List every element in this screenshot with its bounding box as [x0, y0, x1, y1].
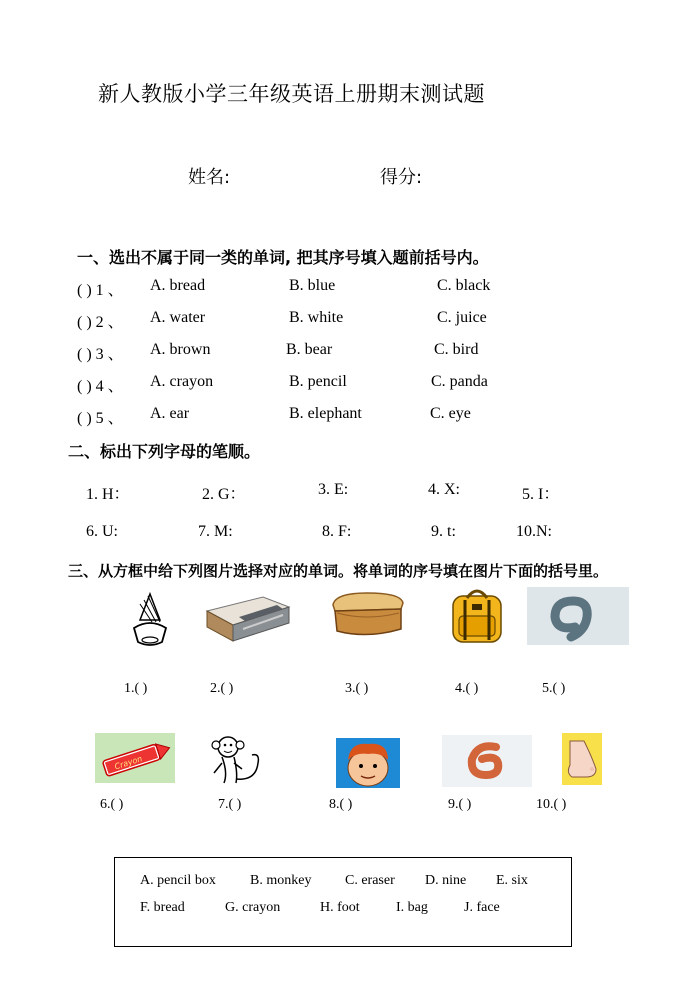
question-5-option-c: C. eye	[430, 405, 471, 422]
letter-item: 7. M:	[198, 523, 233, 540]
word-option: A. pencil box	[140, 873, 216, 888]
nine-icon	[527, 587, 629, 645]
six-icon	[442, 735, 532, 787]
bag-icon	[447, 586, 507, 648]
letter-item: 9. t:	[431, 523, 456, 540]
picture-label: 8.( )	[329, 797, 353, 812]
question-2-option-b: B. white	[289, 309, 344, 326]
eraser-icon	[203, 591, 291, 645]
monkey-icon	[208, 733, 266, 787]
letter-item: 2. G：	[202, 486, 246, 503]
word-option: J. face	[464, 900, 500, 915]
picture-label: 9.( )	[448, 797, 472, 812]
letter-item: 10.N:	[516, 523, 552, 540]
foot-icon	[562, 733, 602, 785]
question-4-option-b: B. pencil	[289, 373, 347, 390]
word-option: E. six	[496, 873, 528, 888]
question-2-prefix: ( ) 2 、	[77, 314, 124, 331]
section3-heading: 三、从方框中给下列图片选择对应的单词。将单词的序号填在图片下面的括号里。	[68, 562, 609, 580]
question-1-option-b: B. blue	[289, 277, 336, 294]
question-5-option-b: B. elephant	[289, 405, 362, 422]
picture-label: 6.( )	[100, 797, 124, 812]
picture-label: 10.( )	[536, 797, 567, 812]
picture-label: 4.( )	[455, 681, 479, 696]
question-4-prefix: ( ) 4 、	[77, 378, 124, 395]
picture-label: 5.( )	[542, 681, 566, 696]
svg-text:Crayon: Crayon	[113, 754, 144, 772]
letter-item: 4. X:	[428, 481, 460, 498]
question-2-option-c: C. juice	[437, 309, 487, 326]
letter-item: 3. E:	[318, 481, 349, 498]
question-3-option-c: C. bird	[434, 341, 479, 358]
name-label: 姓名:	[188, 167, 231, 188]
bread-icon	[327, 587, 409, 645]
picture-label: 1.( )	[124, 681, 148, 696]
question-2-option-a: A. water	[150, 309, 206, 326]
eraser-icon	[126, 590, 174, 652]
letter-item: 1. H：	[86, 486, 130, 503]
picture-label: 7.( )	[218, 797, 242, 812]
question-1-option-c: C. black	[437, 277, 491, 294]
word-option: C. eraser	[345, 873, 395, 888]
word-option: B. monkey	[250, 873, 312, 888]
face-icon	[336, 738, 400, 788]
question-4-option-a: A. crayon	[150, 373, 214, 390]
question-5-prefix: ( ) 5 、	[77, 410, 124, 427]
question-4-option-c: C. panda	[431, 373, 488, 390]
letter-item: 8. F:	[322, 523, 352, 540]
picture-label: 3.( )	[345, 681, 369, 696]
page-title: 新人教版小学三年级英语上册期末测试题	[98, 82, 485, 106]
picture-label: 2.( )	[210, 681, 234, 696]
word-option: I. bag	[396, 900, 428, 915]
question-3-prefix: ( ) 3 、	[77, 346, 124, 363]
question-1-prefix: ( ) 1 、	[77, 282, 124, 299]
crayon-icon	[95, 733, 175, 783]
question-1-option-a: A. bread	[150, 277, 206, 294]
word-option: F. bread	[140, 900, 185, 915]
question-3-option-b: B. bear	[286, 341, 333, 358]
score-label: 得分:	[380, 167, 423, 188]
letter-item: 6. U:	[86, 523, 118, 540]
word-option: H. foot	[320, 900, 360, 915]
section1-heading: 一、选出不属于同一类的单词, 把其序号填入题前括号内。	[77, 248, 489, 267]
word-option: D. nine	[425, 873, 467, 888]
question-5-option-a: A. ear	[150, 405, 190, 422]
word-option: G. crayon	[225, 900, 281, 915]
question-3-option-a: A. brown	[150, 341, 211, 358]
letter-item: 5. I：	[522, 486, 560, 503]
section2-heading: 二、标出下列字母的笔顺。	[68, 442, 261, 461]
